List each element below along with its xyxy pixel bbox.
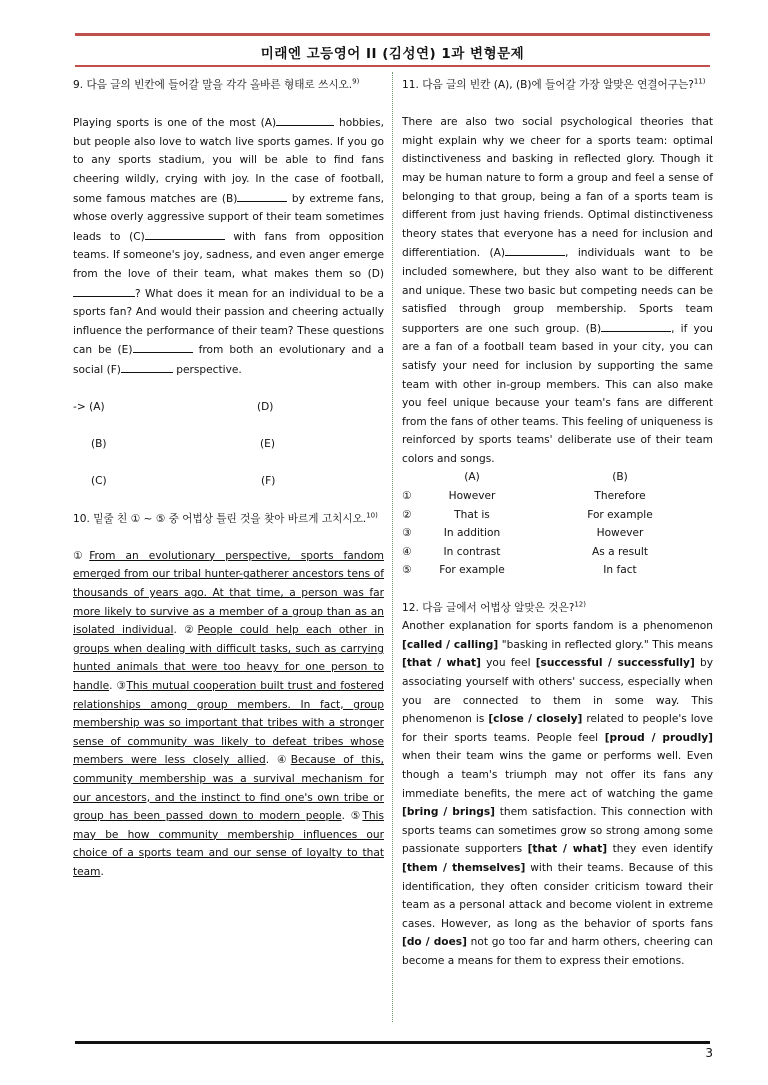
- question-11-text: 11. 다음 글의 빈칸 (A), (B)에 들어갈 가장 알맞은 연결어구는?: [402, 79, 694, 91]
- question-12-passage: [402, 617, 713, 970]
- grammar-choice: [bring / brings]: [402, 806, 496, 819]
- choice-number: ①: [402, 490, 412, 503]
- choice-b: Therefore: [594, 490, 646, 503]
- passage-text: you feel: [480, 657, 536, 670]
- question-12: [402, 599, 713, 971]
- choice-b: In fact: [603, 564, 637, 577]
- answer-label-e: (E): [260, 438, 275, 451]
- passage-text: by extreme fans, whose overly aggressive support of their team sometimes leads to (C): [73, 192, 384, 243]
- answer-label-b: (B): [91, 438, 107, 451]
- blank-e: [133, 340, 193, 353]
- marker-3: ③: [116, 680, 127, 692]
- blank-a: [276, 113, 334, 126]
- question-12-heading: [402, 599, 713, 618]
- choice-number: ②: [402, 508, 412, 521]
- footnote-ref: 11): [693, 77, 706, 86]
- question-9-text: 9. 다음 글의 빈칸에 들어갈 말을 각각 올바른 형태로 쓰시오.: [73, 79, 353, 91]
- page-title: 미래엔 고등영어 II (김성연) 1과 변형문제: [260, 46, 525, 62]
- passage-text: related to people's love for their sports teams. People feel: [402, 713, 713, 744]
- punctuation: .: [100, 865, 104, 878]
- passage-text: with their teams. Because of this identification, they often consider criticism toward their team as a personal attack and become violent in extreme cases. However, as long as the behavior of sports fans: [402, 861, 713, 930]
- choice-row[interactable]: [402, 487, 713, 506]
- choice-row[interactable]: [402, 524, 713, 543]
- marker-4: ④: [276, 754, 291, 767]
- underlined-sentence-3: This mutual cooperation built trust and fostered relationships among group members. In fact, group membership was so important that tribes with a stronger sense of community was likely to defeat tribes whose members were less closely allied: [73, 680, 384, 767]
- left-column: [73, 76, 384, 882]
- answer-row: [73, 472, 384, 491]
- answer-row: [73, 398, 384, 435]
- choice-a: In contrast: [443, 545, 501, 558]
- grammar-choice: [close / closely]: [488, 713, 583, 726]
- choice-b: As a result: [592, 545, 648, 558]
- underlined-sentence-1: From an evolutionary perspective, sports fandom emerged from our tribal hunter-gatherer ancestors tens of thousands of years ago. At that time, a person was far more likely to survive as a member of a group than as an isolated individual: [73, 549, 384, 637]
- blank-c: [145, 227, 225, 240]
- grammar-choice: [do / does]: [402, 936, 467, 949]
- marker-2: ②: [184, 624, 198, 637]
- question-10: [73, 510, 384, 882]
- choice-number: ④: [402, 545, 412, 558]
- passage-text: Another explanation for sports fandom is a phenomenon: [402, 620, 713, 633]
- choice-a: That is: [454, 508, 490, 521]
- header-top-rule: [75, 33, 710, 36]
- passage-text: when their team wins the game or performs well. Even though a team's triumph may not offer its fans any immediate benefits, the mere act of watching the game: [402, 750, 713, 800]
- grammar-choice: [proud / proudly]: [604, 731, 713, 744]
- answer-label-c: (C): [91, 475, 107, 488]
- grammar-choice: [that / what]: [527, 843, 608, 856]
- blank-d: [73, 284, 135, 297]
- passage-text: not go too far and harm others, cheering can become a means for them to express their emotions.: [402, 936, 713, 967]
- footnote-ref: 12): [574, 600, 586, 609]
- passage-text: with fans from opposition teams. If someone's joy, sadness, and even anger emerge from the love of their team, what makes them so (D): [73, 230, 384, 280]
- marker-1: ①: [73, 549, 90, 562]
- question-11-passage: [402, 113, 713, 468]
- answer-label-d: (D): [257, 401, 274, 414]
- passage-text: perspective.: [172, 363, 242, 376]
- choice-b: For example: [587, 508, 653, 521]
- punctuation: .: [173, 624, 185, 637]
- passage-text: Playing sports is one of the most (A): [73, 117, 277, 130]
- passage-text: by associating yourself with others' success, especially when you are connected to them in some way. This phenomenon is: [402, 657, 714, 726]
- question-9-passage: [73, 113, 384, 379]
- question-10-heading: [73, 510, 384, 529]
- passage-text: from both an evolutionary and a social (F): [73, 344, 384, 376]
- choice-table-header: [402, 468, 713, 487]
- column-divider: [392, 72, 393, 1022]
- choice-row[interactable]: [402, 543, 713, 562]
- underlined-sentence-5: This may be how community membership influences our choice of a sports team and our sense of loyalty to that team: [73, 810, 385, 878]
- footnote-ref: 9): [352, 77, 360, 86]
- blank-b: [601, 319, 671, 332]
- column-b-label: (B): [612, 471, 628, 484]
- choice-number: ③: [402, 527, 412, 540]
- right-column: [402, 76, 713, 971]
- question-11: [402, 76, 713, 580]
- column-a-label: (A): [464, 471, 480, 484]
- answer-label-a: -> (A): [73, 401, 105, 414]
- footnote-ref: 10): [366, 511, 378, 520]
- underlined-sentence-2: People could help each other in groups when dealing with difficult tasks, such as carrying hunted animals that were too heavy for one person to handle: [73, 624, 384, 692]
- punctuation: .: [341, 810, 351, 823]
- passage-text: , individuals want to be included somewhere, but they also want to be different and unique. These two basic but competing needs can be satisfied through group membership. Sports team supporters are one such group. (B): [402, 247, 714, 335]
- page-number: 3: [705, 1046, 713, 1060]
- choice-row[interactable]: [402, 506, 713, 525]
- footer-rule: [75, 1041, 710, 1044]
- passage-text: There are also two social psychological theories that might explain why we cheer for a sports team: optimal distinctiveness and basking in reflected glory. Though it may be human nature to form a group and feel a sense of belonging to that group, being a fan of a sports team is different from just having friends. Optimal distinctiveness theory states that everyone has a need for inclusion and differentiation. (A): [402, 116, 713, 260]
- question-12-text: 12. 다음 글에서 어법상 알맞은 것은?: [402, 601, 575, 614]
- answer-row: [73, 435, 384, 472]
- passage-text: , if you are a fan of a football team based in your city, you can satisfy your need for inclusion by supporting the same team with other in-group members. This can also make you feel unique because your team's fans are different from the fans of other teams. This feeling of uniqueness is reinforced by sports teams' deliberate use of their team colors and songs.: [402, 322, 713, 465]
- choice-number: ⑤: [402, 564, 412, 577]
- question-9: [73, 76, 384, 491]
- question-9-heading: [73, 76, 384, 95]
- answer-label-f: (F): [261, 475, 276, 488]
- blank-a: [505, 243, 565, 256]
- passage-text: hobbies, but people also love to watch live sports games. If you go to any sports stadium, you will be able to find fans cheering wildly, crying with joy. In the case of football, some famous matches are (B): [73, 117, 384, 205]
- passage-text: ? What does it mean for an individual to be a sports fan? And would their passion and cheering actually influence the performance of their team? These questions can be (E): [73, 287, 384, 357]
- blank-b: [237, 189, 287, 202]
- blank-f: [121, 360, 173, 373]
- choice-a: However: [448, 490, 496, 503]
- choice-row[interactable]: [402, 561, 713, 580]
- grammar-choice: [called / calling]: [402, 638, 499, 651]
- choice-a: For example: [439, 564, 505, 577]
- grammar-choice: [that / what]: [402, 657, 481, 670]
- punctuation: .: [265, 754, 277, 767]
- underlined-sentence-4: Because of this, community membership was a survival mechanism for our ancestors, and the instinct to find one's own tribe or group has been passed down to modern people: [73, 754, 384, 823]
- question-10-text: 10. 밑줄 친 ① ~ ⑤ 중 어법상 틀린 것을 찾아 바르게 고치시오.: [73, 512, 367, 525]
- question-11-heading: [402, 76, 713, 95]
- passage-text: they even identify: [607, 843, 714, 856]
- choice-a: In addition: [443, 527, 501, 540]
- question-10-passage: [73, 547, 384, 882]
- grammar-choice: [successful / successfully]: [535, 657, 695, 670]
- passage-text: them satisfaction. This connection with sports teams can sometimes grow so strong among some passionate supporters: [402, 806, 713, 856]
- choice-table: [402, 468, 713, 580]
- answer-area: [73, 398, 384, 491]
- marker-5: ⑤: [350, 810, 363, 823]
- choice-b: However: [596, 527, 644, 540]
- punctuation: .: [109, 680, 117, 692]
- grammar-choice: [them / themselves]: [402, 861, 526, 874]
- passage-text: "basking in reflected glory." This means: [498, 638, 713, 651]
- header-bottom-rule: [75, 65, 710, 67]
